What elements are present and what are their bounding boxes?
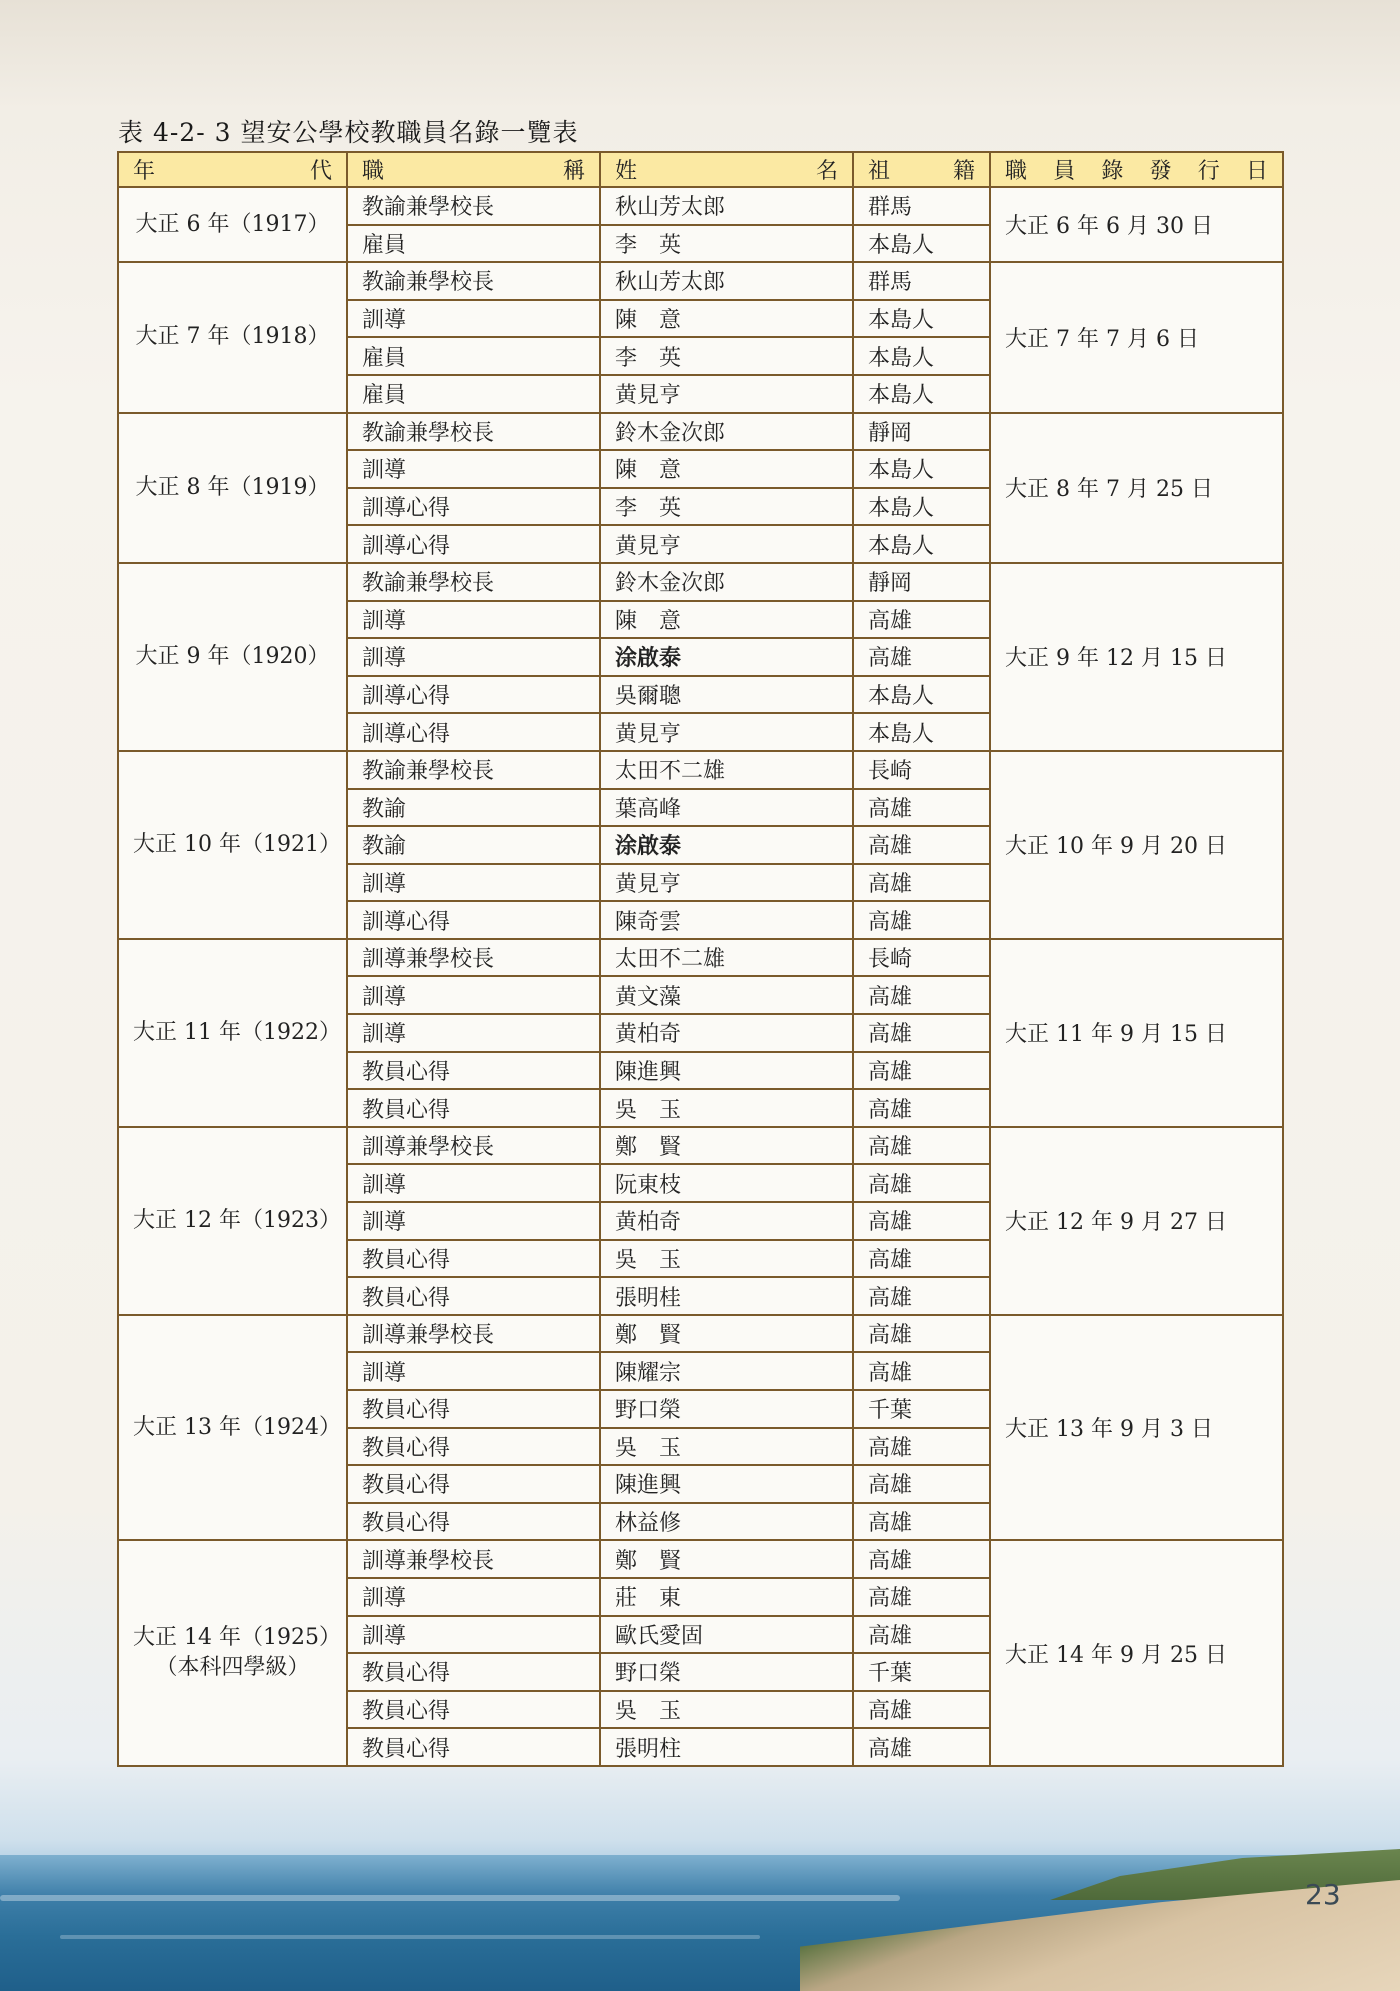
year-text: 大正 13 年（1924） xyxy=(133,1414,341,1440)
origin-cell: 高雄 xyxy=(853,1277,990,1315)
post-cell: 教員心得 xyxy=(347,1728,600,1766)
post-cell: 訓導 xyxy=(347,1202,600,1240)
wave-highlight xyxy=(60,1935,760,1939)
year-text: 大正 8 年（1919） xyxy=(135,474,330,500)
table-title: 表 4-2- 3 望安公學校教職員名錄一覽表 xyxy=(118,118,579,147)
table-row xyxy=(118,939,1283,977)
year-text: 大正 12 年（1923） xyxy=(133,1207,341,1233)
origin-cell: 高雄 xyxy=(853,789,990,827)
post-cell: 教員心得 xyxy=(347,1691,600,1729)
post-cell: 教諭兼學校長 xyxy=(347,262,600,300)
origin-cell: 高雄 xyxy=(853,601,990,639)
header-name-text: 姓 名 xyxy=(615,159,838,184)
name-cell: 葉高峰 xyxy=(600,789,853,827)
year-cell xyxy=(118,939,347,1127)
header-origin-text: 祖 籍 xyxy=(868,159,975,184)
header-date-text: 職 員 錄 發 行 日 xyxy=(1005,159,1268,184)
staff-roster-table xyxy=(117,151,1284,1767)
post-cell: 雇員 xyxy=(347,337,600,375)
issue-date-cell: 大正 7 年 7 月 6 日 xyxy=(990,262,1283,412)
origin-cell: 本島人 xyxy=(853,337,990,375)
name-cell: 黄見亨 xyxy=(600,375,853,413)
post-cell: 教諭 xyxy=(347,826,600,864)
origin-cell: 高雄 xyxy=(853,1540,990,1578)
year-text: 大正 7 年（1918） xyxy=(135,324,330,350)
wave-highlight xyxy=(0,1895,900,1901)
origin-cell: 高雄 xyxy=(853,1315,990,1353)
name-cell: 秋山芳太郎 xyxy=(600,187,853,225)
origin-cell: 靜岡 xyxy=(853,563,990,601)
post-cell: 訓導 xyxy=(347,1616,600,1654)
post-cell: 教諭兼學校長 xyxy=(347,187,600,225)
name-cell: 李 英 xyxy=(600,225,853,263)
name-cell: 鄭 賢 xyxy=(600,1315,853,1353)
name-cell: 陳進興 xyxy=(600,1052,853,1090)
table-row xyxy=(118,262,1283,300)
post-cell: 訓導心得 xyxy=(347,525,600,563)
name-cell: 吳 玉 xyxy=(600,1691,853,1729)
table-row xyxy=(118,1127,1283,1165)
post-cell: 訓導 xyxy=(347,1352,600,1390)
name-cell: 張明柱 xyxy=(600,1728,853,1766)
origin-cell: 高雄 xyxy=(853,1202,990,1240)
year-cell xyxy=(118,1540,347,1766)
name-cell: 黄見亨 xyxy=(600,713,853,751)
post-cell: 教員心得 xyxy=(347,1240,600,1278)
issue-date-cell: 大正 11 年 9 月 15 日 xyxy=(990,939,1283,1127)
origin-cell: 高雄 xyxy=(853,1503,990,1541)
origin-cell: 長崎 xyxy=(853,939,990,977)
name-cell: 吳爾聰 xyxy=(600,676,853,714)
origin-cell: 高雄 xyxy=(853,1240,990,1278)
issue-date-cell: 大正 9 年 12 月 15 日 xyxy=(990,563,1283,751)
name-cell: 陳 意 xyxy=(600,300,853,338)
origin-cell: 本島人 xyxy=(853,488,990,526)
year-cell xyxy=(118,563,347,751)
origin-cell: 長崎 xyxy=(853,751,990,789)
name-cell: 太田不二雄 xyxy=(600,751,853,789)
issue-date-cell: 大正 14 年 9 月 25 日 xyxy=(990,1540,1283,1766)
name-cell: 林益修 xyxy=(600,1503,853,1541)
year-cell xyxy=(118,187,347,262)
table-header-row xyxy=(118,152,1283,187)
post-cell: 教員心得 xyxy=(347,1089,600,1127)
name-cell: 鄭 賢 xyxy=(600,1127,853,1165)
table-row xyxy=(118,187,1283,225)
name-cell: 歐氏愛固 xyxy=(600,1616,853,1654)
post-cell: 教員心得 xyxy=(347,1465,600,1503)
post-cell: 教員心得 xyxy=(347,1653,600,1691)
origin-cell: 本島人 xyxy=(853,375,990,413)
post-cell: 教員心得 xyxy=(347,1277,600,1315)
table-row xyxy=(118,413,1283,451)
issue-date-cell: 大正 12 年 9 月 27 日 xyxy=(990,1127,1283,1315)
post-cell: 訓導兼學校長 xyxy=(347,1315,600,1353)
origin-cell: 高雄 xyxy=(853,1089,990,1127)
post-cell: 教員心得 xyxy=(347,1390,600,1428)
post-cell: 雇員 xyxy=(347,375,600,413)
name-cell: 黄柏奇 xyxy=(600,1014,853,1052)
origin-cell: 本島人 xyxy=(853,713,990,751)
post-cell: 訓導心得 xyxy=(347,676,600,714)
table-row xyxy=(118,563,1283,601)
post-cell: 訓導 xyxy=(347,300,600,338)
year-note: （本科四學級） xyxy=(155,1655,310,1681)
origin-cell: 高雄 xyxy=(853,826,990,864)
year-cell xyxy=(118,1315,347,1541)
name-cell: 黄柏奇 xyxy=(600,1202,853,1240)
header-year xyxy=(118,152,347,187)
issue-date-cell: 大正 6 年 6 月 30 日 xyxy=(990,187,1283,262)
post-cell: 教諭兼學校長 xyxy=(347,563,600,601)
post-cell: 教員心得 xyxy=(347,1052,600,1090)
name-cell: 秋山芳太郎 xyxy=(600,262,853,300)
origin-cell: 高雄 xyxy=(853,901,990,939)
year-text: 大正 14 年（1925） xyxy=(133,1625,341,1651)
year-text: 大正 9 年（1920） xyxy=(135,643,330,669)
name-cell: 李 英 xyxy=(600,488,853,526)
name-cell: 鈴木金次郎 xyxy=(600,563,853,601)
post-cell: 訓導兼學校長 xyxy=(347,1127,600,1165)
page-number: 23 xyxy=(1305,1878,1341,1911)
year-text: 大正 10 年（1921） xyxy=(133,831,341,857)
origin-cell: 高雄 xyxy=(853,1014,990,1052)
header-post-text: 職 稱 xyxy=(362,159,585,184)
origin-cell: 高雄 xyxy=(853,1428,990,1466)
post-cell: 訓導 xyxy=(347,638,600,676)
post-cell: 訓導心得 xyxy=(347,488,600,526)
name-cell: 陳進興 xyxy=(600,1465,853,1503)
origin-cell: 千葉 xyxy=(853,1653,990,1691)
origin-cell: 高雄 xyxy=(853,864,990,902)
origin-cell: 群馬 xyxy=(853,187,990,225)
origin-cell: 高雄 xyxy=(853,638,990,676)
year-text: 大正 6 年（1917） xyxy=(135,211,330,237)
origin-cell: 靜岡 xyxy=(853,413,990,451)
post-cell: 訓導心得 xyxy=(347,901,600,939)
post-cell: 教諭 xyxy=(347,789,600,827)
origin-cell: 高雄 xyxy=(853,1578,990,1616)
table-row xyxy=(118,1315,1283,1353)
header-origin xyxy=(853,152,990,187)
name-cell: 吳 玉 xyxy=(600,1428,853,1466)
name-cell: 黄見亨 xyxy=(600,525,853,563)
origin-cell: 高雄 xyxy=(853,976,990,1014)
post-cell: 訓導 xyxy=(347,601,600,639)
post-cell: 訓導 xyxy=(347,976,600,1014)
origin-cell: 高雄 xyxy=(853,1052,990,1090)
name-cell: 黄文藻 xyxy=(600,976,853,1014)
origin-cell: 千葉 xyxy=(853,1390,990,1428)
post-cell: 訓導 xyxy=(347,1164,600,1202)
name-cell: 涂啟泰 xyxy=(600,826,853,864)
origin-cell: 高雄 xyxy=(853,1127,990,1165)
name-cell: 鄭 賢 xyxy=(600,1540,853,1578)
post-cell: 教諭兼學校長 xyxy=(347,751,600,789)
post-cell: 訓導兼學校長 xyxy=(347,1540,600,1578)
origin-cell: 本島人 xyxy=(853,450,990,488)
issue-date-cell: 大正 8 年 7 月 25 日 xyxy=(990,413,1283,563)
post-cell: 教員心得 xyxy=(347,1503,600,1541)
year-cell xyxy=(118,413,347,563)
header-post xyxy=(347,152,600,187)
name-cell: 黄見亨 xyxy=(600,864,853,902)
name-cell: 李 英 xyxy=(600,337,853,375)
origin-cell: 本島人 xyxy=(853,225,990,263)
header-date xyxy=(990,152,1283,187)
post-cell: 訓導兼學校長 xyxy=(347,939,600,977)
name-cell: 吳 玉 xyxy=(600,1240,853,1278)
name-cell: 太田不二雄 xyxy=(600,939,853,977)
origin-cell: 群馬 xyxy=(853,262,990,300)
origin-cell: 本島人 xyxy=(853,300,990,338)
name-cell: 鈴木金次郎 xyxy=(600,413,853,451)
year-cell xyxy=(118,751,347,939)
origin-cell: 高雄 xyxy=(853,1352,990,1390)
post-cell: 訓導 xyxy=(347,1578,600,1616)
post-cell: 教員心得 xyxy=(347,1428,600,1466)
origin-cell: 高雄 xyxy=(853,1728,990,1766)
post-cell: 訓導 xyxy=(347,450,600,488)
table-row xyxy=(118,751,1283,789)
origin-cell: 本島人 xyxy=(853,525,990,563)
post-cell: 訓導 xyxy=(347,864,600,902)
origin-cell: 本島人 xyxy=(853,676,990,714)
name-cell: 張明桂 xyxy=(600,1277,853,1315)
header-year-text: 年 代 xyxy=(133,159,332,184)
year-text: 大正 11 年（1922） xyxy=(133,1019,341,1045)
name-cell: 陳 意 xyxy=(600,601,853,639)
post-cell: 教諭兼學校長 xyxy=(347,413,600,451)
year-cell xyxy=(118,1127,347,1315)
name-cell: 莊 東 xyxy=(600,1578,853,1616)
origin-cell: 高雄 xyxy=(853,1616,990,1654)
table-row xyxy=(118,1540,1283,1578)
name-cell: 涂啟泰 xyxy=(600,638,853,676)
header-name xyxy=(600,152,853,187)
issue-date-cell: 大正 13 年 9 月 3 日 xyxy=(990,1315,1283,1541)
issue-date-cell: 大正 10 年 9 月 20 日 xyxy=(990,751,1283,939)
name-cell: 阮東枝 xyxy=(600,1164,853,1202)
name-cell: 野口榮 xyxy=(600,1653,853,1691)
origin-cell: 高雄 xyxy=(853,1465,990,1503)
post-cell: 訓導心得 xyxy=(347,713,600,751)
year-cell xyxy=(118,262,347,412)
origin-cell: 高雄 xyxy=(853,1164,990,1202)
name-cell: 野口榮 xyxy=(600,1390,853,1428)
post-cell: 訓導 xyxy=(347,1014,600,1052)
origin-cell: 高雄 xyxy=(853,1691,990,1729)
name-cell: 吳 玉 xyxy=(600,1089,853,1127)
post-cell: 雇員 xyxy=(347,225,600,263)
table-body xyxy=(118,187,1283,1766)
name-cell: 陳 意 xyxy=(600,450,853,488)
name-cell: 陳奇雲 xyxy=(600,901,853,939)
name-cell: 陳耀宗 xyxy=(600,1352,853,1390)
